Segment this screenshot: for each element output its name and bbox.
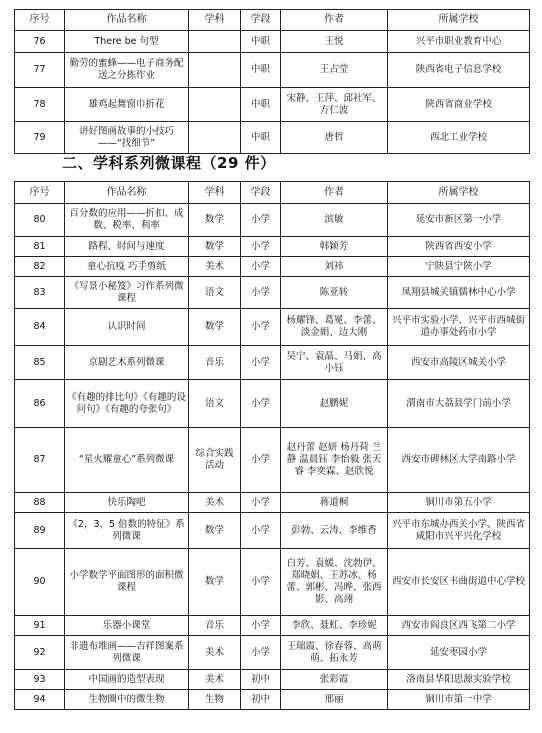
cell-title: 勤劳的蜜蜂——电子商务配送之分拣作业	[65, 53, 189, 88]
cell-stage: 小学	[241, 493, 281, 513]
cell-no: 91	[15, 616, 65, 636]
cell-school: 兴平市东城办西关小学、陕西省咸阳市兴平兴化学校	[388, 513, 530, 549]
cell-title: 中国画的造型表现	[65, 670, 189, 690]
cell-no: 76	[15, 31, 65, 53]
cell-school: 铜川市第五小学	[388, 493, 530, 513]
cell-stage: 小学	[241, 257, 281, 277]
table-row	[15, 493, 530, 513]
table-row	[15, 53, 530, 88]
cell-no: 78	[15, 88, 65, 122]
table-row	[15, 257, 530, 277]
cell-authors: 吴宁、袁晶、马娟、高小钰	[281, 346, 388, 380]
cell-subject: 语文	[189, 380, 241, 428]
cell-subject: 数学	[189, 549, 241, 616]
cell-no: 94	[15, 690, 65, 710]
cell-school: 延安市新区第一小学	[388, 204, 530, 237]
cell-stage: 小学	[241, 380, 281, 428]
cell-title: 京剧艺术系列微课	[65, 346, 189, 380]
header-no: 序号	[15, 10, 65, 31]
cell-authors: 蒋道桐	[281, 493, 388, 513]
cell-no: 87	[15, 428, 65, 493]
table-row	[15, 346, 530, 380]
cell-stage: 小学	[241, 309, 281, 346]
cell-stage: 初中	[241, 690, 281, 710]
table-row	[15, 380, 530, 428]
cell-stage: 初中	[241, 670, 281, 690]
cell-authors: 彭勃、云涛、李维香	[281, 513, 388, 549]
cell-title: 讲好图画故事的小技巧——“找细节”	[65, 122, 189, 154]
cell-authors: 王瑞霞、徐春蓉、高萌萌、拓永芳	[281, 636, 388, 670]
cell-subject: 美术	[189, 670, 241, 690]
cell-school: 兴平市实验小学、兴平市西城街道办事处药市小学	[388, 309, 530, 346]
cell-no: 81	[15, 237, 65, 257]
cell-title: 百分数的应用——折扣、成数、税率、利率	[65, 204, 189, 237]
cell-no: 85	[15, 346, 65, 380]
cell-no: 83	[15, 277, 65, 309]
header-title: 作品名称	[65, 10, 189, 31]
cell-subject	[189, 122, 241, 154]
cell-authors: 白芳、袁媛、沈勃伊、郑晓娟、王苏冰、杨蕾、郭彬、冯晔、张西影、高翊	[281, 549, 388, 616]
cell-subject: 数学	[189, 309, 241, 346]
cell-subject: 音乐	[189, 616, 241, 636]
cell-title: 小学数学平面图形的面积微课程	[65, 549, 189, 616]
cell-no: 92	[15, 636, 65, 670]
cell-school: 西安市阎良区西飞第二小学	[388, 616, 530, 636]
cell-no: 80	[15, 204, 65, 237]
cell-no: 90	[15, 549, 65, 616]
cell-school: 铜川市第一中学	[388, 690, 530, 710]
table-row	[15, 690, 530, 710]
table-row	[15, 204, 530, 237]
cell-subject: 音乐	[189, 346, 241, 380]
cell-authors: 王悦	[281, 31, 388, 53]
cell-subject: 生物	[189, 690, 241, 710]
cell-title: 《写景小秘笈》习作系列微课程	[65, 277, 189, 309]
cell-stage: 小学	[241, 616, 281, 636]
cell-subject	[189, 31, 241, 53]
cell-title: 认识时间	[65, 309, 189, 346]
cell-no: 86	[15, 380, 65, 428]
table-row	[15, 31, 530, 53]
cell-title: 生物圈中的微生物	[65, 690, 189, 710]
cell-title: 雄鸡起舞窗巾折花	[65, 88, 189, 122]
cell-stage: 中职	[241, 31, 281, 53]
cell-authors: 王占莹	[281, 53, 388, 88]
header-no: 序号	[15, 182, 65, 204]
cell-title: 乐器小课堂	[65, 616, 189, 636]
cell-authors: 滨敏	[281, 204, 388, 237]
cell-authors: 赵鹏妮	[281, 380, 388, 428]
table-row	[15, 277, 530, 309]
table-row	[15, 237, 530, 257]
table-row	[15, 616, 530, 636]
header-stage: 学段	[241, 182, 281, 204]
cell-title: 路程、时间与速度	[65, 237, 189, 257]
table-row	[15, 670, 530, 690]
table-row	[15, 122, 530, 154]
cell-school: 兴平市职业教育中心	[388, 31, 530, 53]
cell-authors: 张彩霞	[281, 670, 388, 690]
cell-stage: 小学	[241, 636, 281, 670]
cell-subject	[189, 53, 241, 88]
cell-no: 79	[15, 122, 65, 154]
table-row	[15, 88, 530, 122]
cell-stage: 小学	[241, 428, 281, 493]
cell-title: 快乐陶吧	[65, 493, 189, 513]
cell-title: 《2，3，5 倍数的特征》系列微课	[65, 513, 189, 549]
cell-school: 陕西省电子信息学校	[388, 53, 530, 88]
cell-stage: 小学	[241, 513, 281, 549]
cell-no: 77	[15, 53, 65, 88]
cell-subject: 数学	[189, 237, 241, 257]
cell-authors: 杨耀锋、葛冕、李蕾、淡金娟、边大刚	[281, 309, 388, 346]
cell-subject: 综合实践活动	[189, 428, 241, 493]
table-row	[15, 309, 530, 346]
works-table-vocational	[14, 9, 530, 154]
cell-no: 89	[15, 513, 65, 549]
header-subject: 学科	[189, 10, 241, 31]
header-authors: 作者	[281, 10, 388, 31]
cell-authors: 赵丹蕾 赵妍 杨丹荷 兰静 温晨钰 李怡毅 张天睿 李奕霖、赵欣悦	[281, 428, 388, 493]
cell-subject: 美术	[189, 493, 241, 513]
cell-subject: 美术	[189, 636, 241, 670]
cell-school: 洛南县华阳思源实验学校	[388, 670, 530, 690]
cell-title: 《有趣的排比句》《有趣的设问句》《有趣的夸张句》	[65, 380, 189, 428]
header-subject: 学科	[189, 182, 241, 204]
header-school: 所属学校	[388, 10, 530, 31]
cell-school: 凤翔县城关镇儒林中心小学	[388, 277, 530, 309]
cell-stage: 小学	[241, 204, 281, 237]
cell-stage: 小学	[241, 346, 281, 380]
cell-no: 93	[15, 670, 65, 690]
cell-no: 82	[15, 257, 65, 277]
cell-subject: 数学	[189, 204, 241, 237]
cell-school: 延安枣园小学	[388, 636, 530, 670]
cell-school: 西安市长安区韦曲街道中心学校	[388, 549, 530, 616]
cell-authors: 韩颖芳	[281, 237, 388, 257]
cell-school: 西安市碑林区大学南路小学	[388, 428, 530, 493]
cell-authors: 邢丽	[281, 690, 388, 710]
cell-authors: 李欣、聂虹、李珍妮	[281, 616, 388, 636]
works-table-series-courses	[14, 181, 530, 710]
table-row	[15, 428, 530, 493]
cell-title: 非遗布堆画——吉祥图案系列微课	[65, 636, 189, 670]
cell-title: 童心抗疫 巧手剪纸	[65, 257, 189, 277]
cell-school: 宁陕县宁陕小学	[388, 257, 530, 277]
cell-school: 西安市高陵区城关小学	[388, 346, 530, 380]
cell-title: There be 句型	[65, 31, 189, 53]
cell-no: 84	[15, 309, 65, 346]
table-header-row	[15, 10, 530, 31]
cell-stage: 中职	[241, 122, 281, 154]
header-school: 所属学校	[388, 182, 530, 204]
cell-stage: 小学	[241, 277, 281, 309]
cell-no: 88	[15, 493, 65, 513]
table-row	[15, 513, 530, 549]
cell-subject	[189, 88, 241, 122]
cell-stage: 小学	[241, 237, 281, 257]
cell-stage: 中职	[241, 53, 281, 88]
header-title: 作品名称	[65, 182, 189, 204]
header-stage: 学段	[241, 10, 281, 31]
cell-school: 陕西省商业学校	[388, 88, 530, 122]
cell-subject: 数学	[189, 513, 241, 549]
cell-school: 西北工业学校	[388, 122, 530, 154]
table-row	[15, 549, 530, 616]
table-header-row	[15, 182, 530, 204]
cell-authors: 陈亚转	[281, 277, 388, 309]
cell-title: “星火耀童心”系列微课	[65, 428, 189, 493]
section-title: 二、学科系列微课程（29 件）	[62, 154, 276, 172]
header-authors: 作者	[281, 182, 388, 204]
cell-authors: 宋静、王萍、邱社军、方仁波	[281, 88, 388, 122]
cell-authors: 唐哲	[281, 122, 388, 154]
cell-school: 陕西省西安小学	[388, 237, 530, 257]
cell-subject: 语文	[189, 277, 241, 309]
cell-stage: 中职	[241, 88, 281, 122]
cell-stage: 小学	[241, 549, 281, 616]
cell-subject: 美术	[189, 257, 241, 277]
table-row	[15, 636, 530, 670]
cell-school: 渭南市大荔县学门前小学	[388, 380, 530, 428]
cell-authors: 刘祎	[281, 257, 388, 277]
